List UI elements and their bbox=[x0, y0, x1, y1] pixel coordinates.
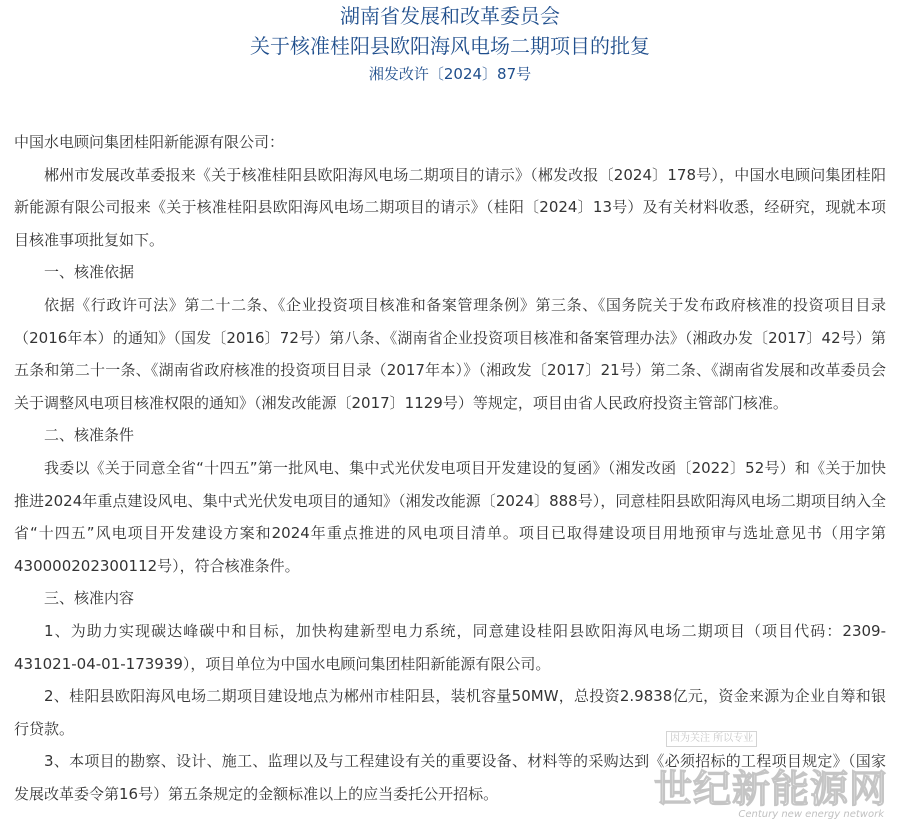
document-title: 关于核准桂阳县欧阳海风电场二期项目的批复 bbox=[250, 34, 650, 58]
document-number: 湘发改许〔2024〕87号 bbox=[368, 65, 532, 83]
section1-heading: 一、核准依据 bbox=[44, 263, 135, 282]
intro-paragraph: 郴州市发展改革委报来《关于核准桂阳县欧阳海风电场二期项目的请示》（郴发改报〔2024〕178号），中国水电顾问集团桂阳新能源有限公司报来《关于核准桂阳县欧阳海风电场二期项目的请示》（桂阳〔2024〕13号）及有关材料收悉，经研究，现就本项目核准事项批复如下。 bbox=[14, 165, 886, 249]
section1-paragraph: 依据《行政许可法》第二十二条、《企业投资项目核准和备案管理条例》第三条、《国务院关于发布政府核准的投资项目目录（2016年本）的通知》（国发〔2016〕72号）第八条、《湖南省企业投资项目核准和备案管理办法》（湘政办发〔2017〕42号）第五条和第二十一条、《湖南省政府核准的投资项目目录（2017年本）》（湘政发〔2017〕21号）第二条、《湖南省发展和改革委员会关于调整风电项目核准权限的通知》（湘发改能源〔2017〕1129号）等规定，项目由省人民政府投资主管部门核准。 bbox=[14, 295, 886, 412]
addressee: 中国水电顾问集团桂阳新能源有限公司： bbox=[14, 133, 285, 151]
section3-item-2: 2、桂阳县欧阳海风电场二期项目建设地点为郴州市桂阳县，装机容量50MW，总投资2.9838亿元，资金来源为企业自筹和银行贷款。 bbox=[14, 687, 886, 738]
section2-heading: 二、核准条件 bbox=[44, 426, 135, 445]
section3-item-1: 1、为助力实现碳达峰碳中和目标，加快构建新型电力系统，同意建设桂阳县欧阳海风电场二期项目（项目代码：2309-431021-04-01-173939），项目单位为中国水电顾问集团桂阳新能源有限公司。 bbox=[14, 621, 886, 673]
document-body bbox=[14, 126, 886, 810]
watermark-logo: 世纪新能源网 bbox=[653, 767, 888, 811]
section3-heading: 三、核准内容 bbox=[44, 589, 135, 608]
section3-item-3: 3、本项目的勘察、设计、施工、监理以及与工程建设有关的重要设备、材料等的采购达到《必须招标的工程项目规定》（国家发展改革委令第16号）第五条规定的金额标准以上的应当委托公开招标。 bbox=[14, 752, 886, 803]
watermark-subtitle: Century new energy network bbox=[738, 809, 884, 820]
agency-title: 湖南省发展和改革委员会 bbox=[340, 4, 560, 28]
watermark-slogan: 因为关注 所以专业 bbox=[666, 731, 757, 747]
section2-paragraph: 我委以《关于同意全省“十四五”第一批风电、集中式光伏发电项目开发建设的复函》（湘发改函〔2022〕52号）和《关于加快推进2024年重点建设风电、集中式光伏发电项目的通知》（湘发改能源〔2024〕888号），同意桂阳县欧阳海风电场二期项目纳入全省“十四五”风电项目开发建设方案和2024年重点推进的风电项目清单。项目已取得建设项目用地预审与选址意见书（用字第430000202300112号），符合核准条件。 bbox=[14, 458, 886, 575]
